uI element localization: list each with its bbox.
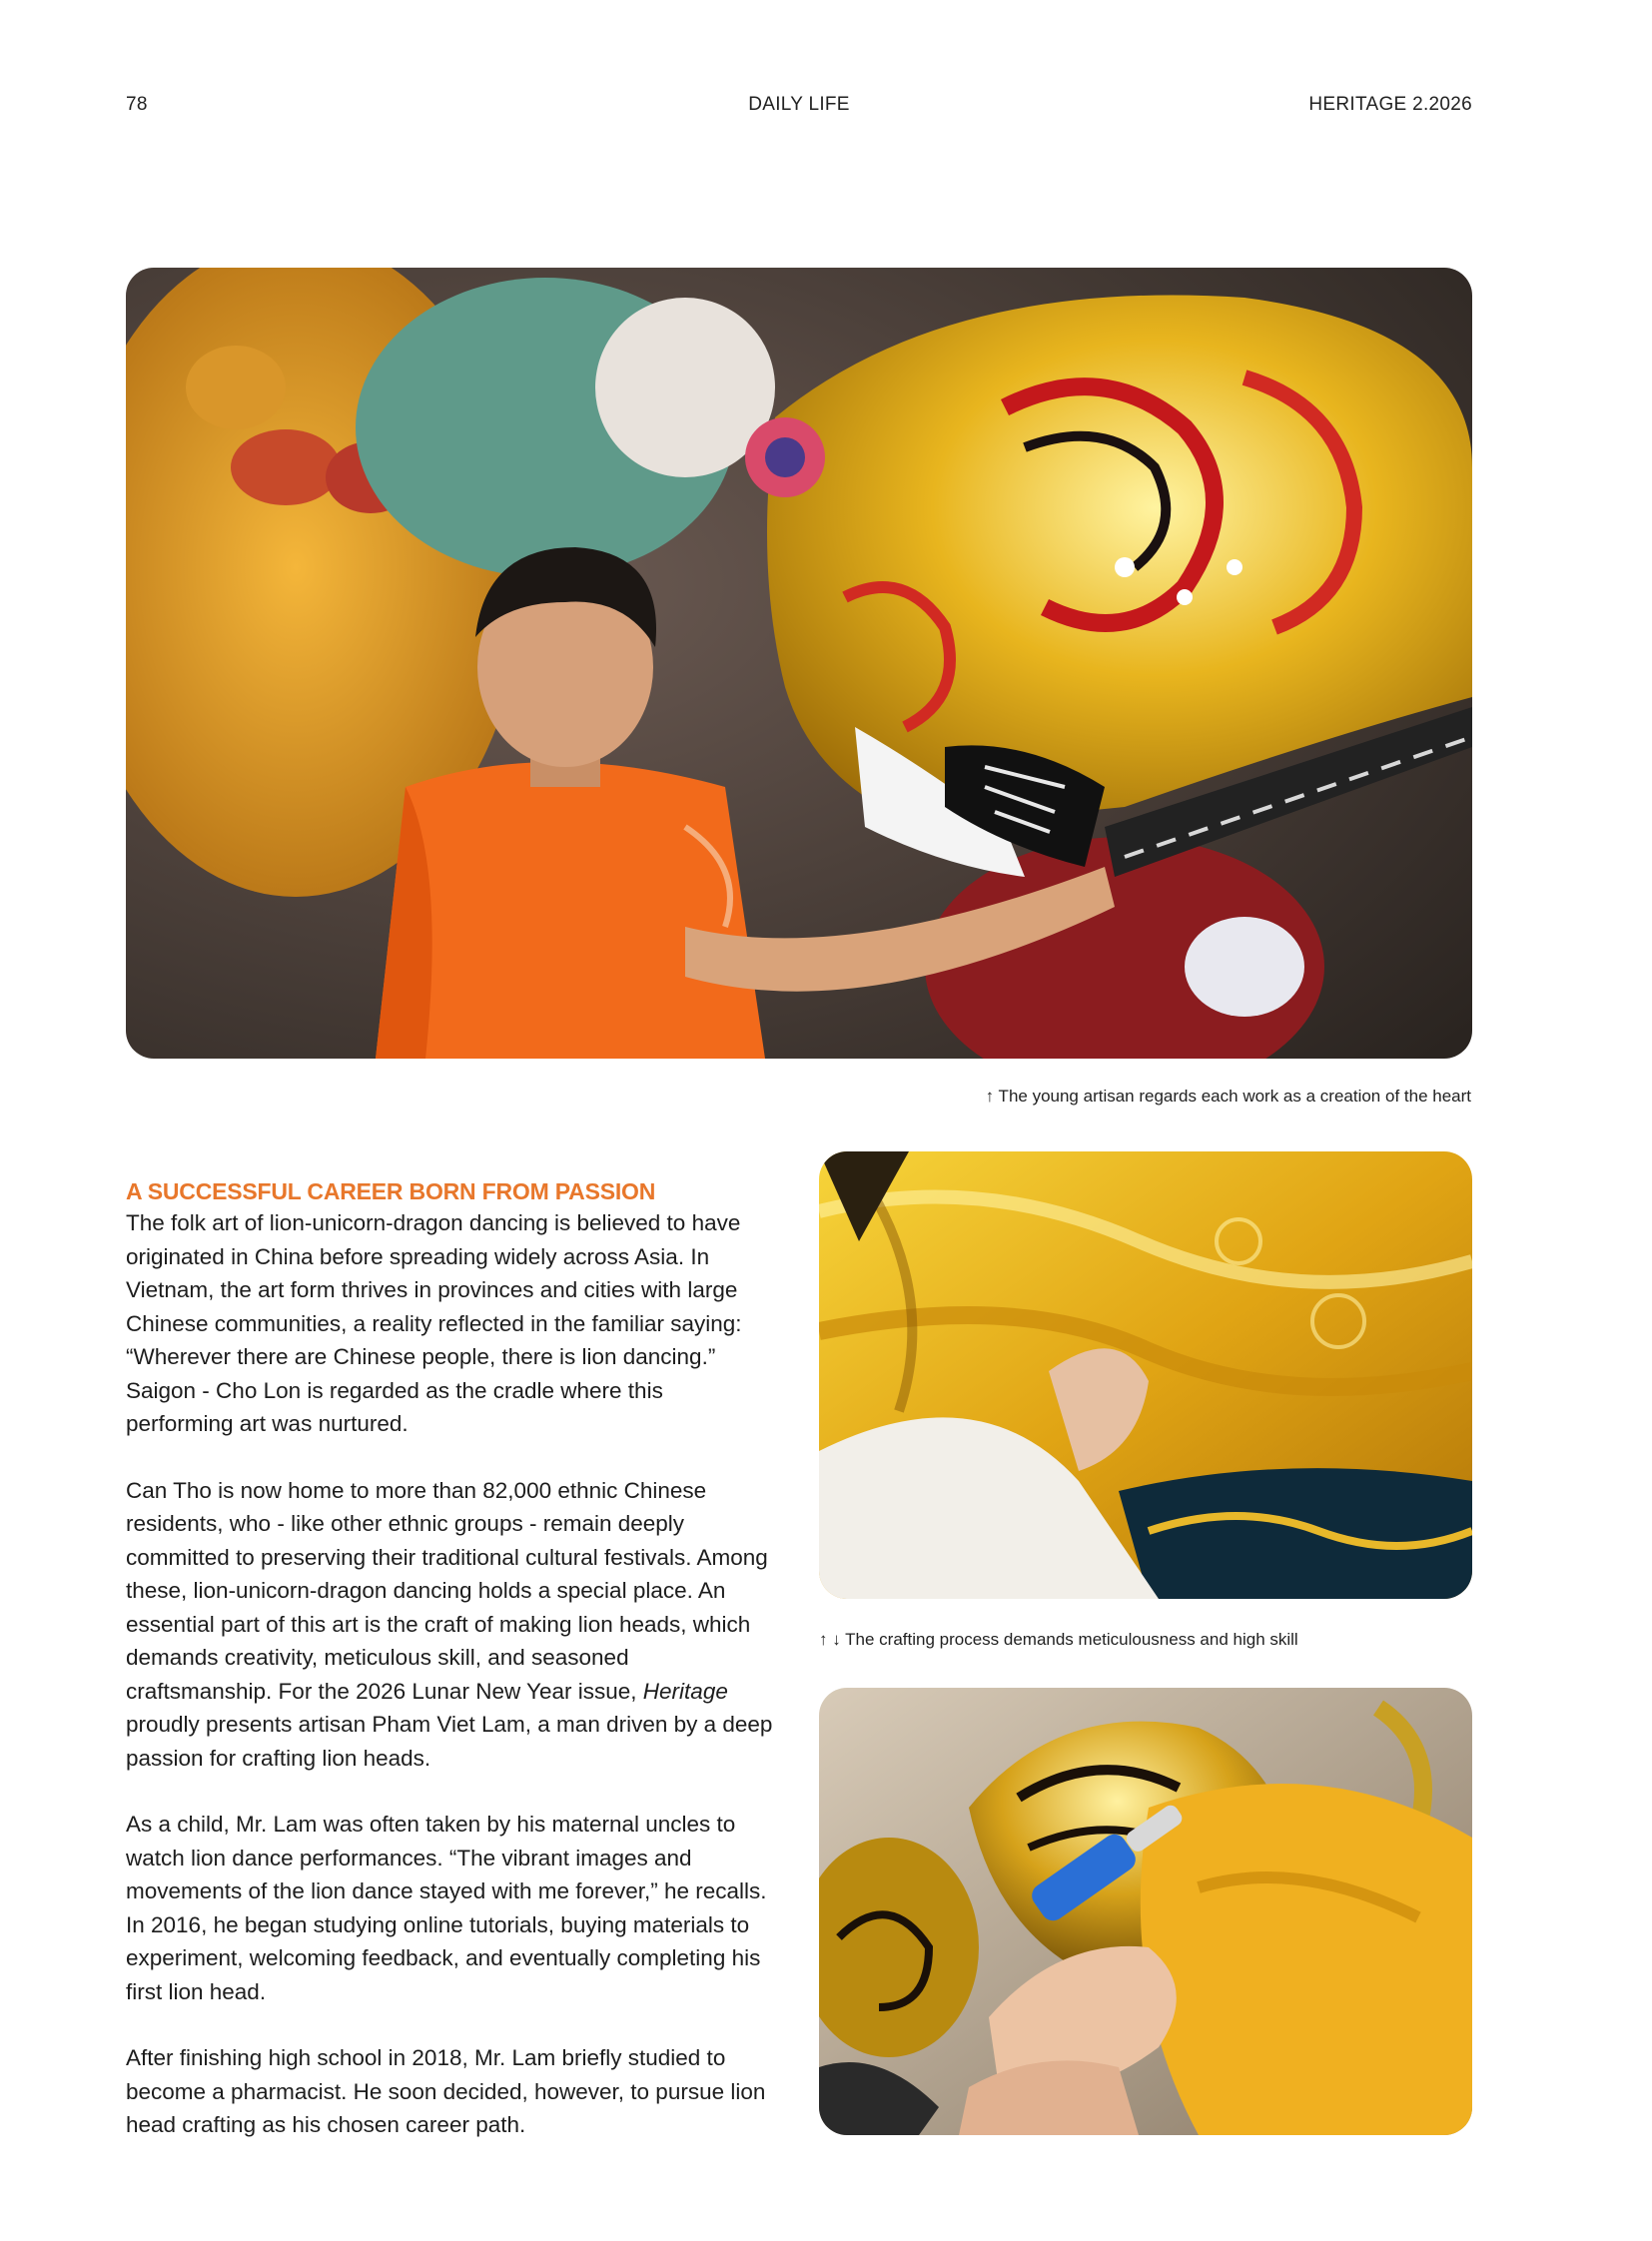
fabric-photo bbox=[819, 1151, 1472, 1599]
section-label: DAILY LIFE bbox=[748, 94, 850, 115]
main-photo bbox=[126, 268, 1472, 1059]
section-heading: A SUCCESSFUL CAREER BORN FROM PASSION bbox=[126, 1178, 656, 1204]
paragraph-4: After finishing high school in 2018, Mr. Lam briefly studied to become a pharmacist. He soon decided, however, to pursue lion head crafting as his chosen career path. bbox=[126, 2045, 766, 2137]
paragraph-1: The folk art of lion-unicorn-dragon dancing is believed to have originated in China before spreading widely across Asia. In Vietnam, the art form thrives in provinces and cities with large Chinese communities, a reality reflected in the familiar saying: “Wherever there are Chinese people, there is lion dancing.” Saigon - Cho Lon is regarded as the cradle where this performing art was nurtured. bbox=[126, 1210, 742, 1436]
page-number: 78 bbox=[126, 94, 148, 115]
paragraph-2 bbox=[126, 1474, 775, 1776]
magazine-name: Heritage bbox=[642, 1678, 728, 1704]
paragraph-3: As a child, Mr. Lam was often taken by his maternal uncles to watch lion dance performances. “The vibrant images and movements of the lion dance stayed with me forever,” he recalls. In 2016, he began studying online tutorials, buying materials to experiment, welcoming feedback, and eventually completing his first lion head. bbox=[126, 1812, 767, 2004]
article-body bbox=[126, 1176, 775, 2175]
crafting-caption: ↑ ↓ The crafting process demands meticulousness and high skill bbox=[819, 1630, 1298, 1649]
issue-label: HERITAGE 2.2026 bbox=[1308, 94, 1472, 115]
paragraph-2-text-b: proudly presents artisan Pham Viet Lam, a man driven by a deep passion for crafting lion heads. bbox=[126, 1712, 773, 1771]
glue-gun-photo bbox=[819, 1688, 1472, 2135]
paragraph-2-text-a: Can Tho is now home to more than 82,000 ethnic Chinese residents, who - like other ethnic groups - remain deeply committed to preserving their traditional cultural festivals. Among these, lion-unicorn-dragon dancing holds a special place. An essential part of this art is the craft of making lion heads, which demands creativity, meticulous skill, and seasoned craftsmanship. For the 2026 Lunar New Year issue, bbox=[126, 1477, 768, 1704]
main-photo-caption: ↑ The young artisan regards each work as a creation of the heart bbox=[985, 1087, 1471, 1106]
running-head bbox=[126, 94, 1472, 124]
